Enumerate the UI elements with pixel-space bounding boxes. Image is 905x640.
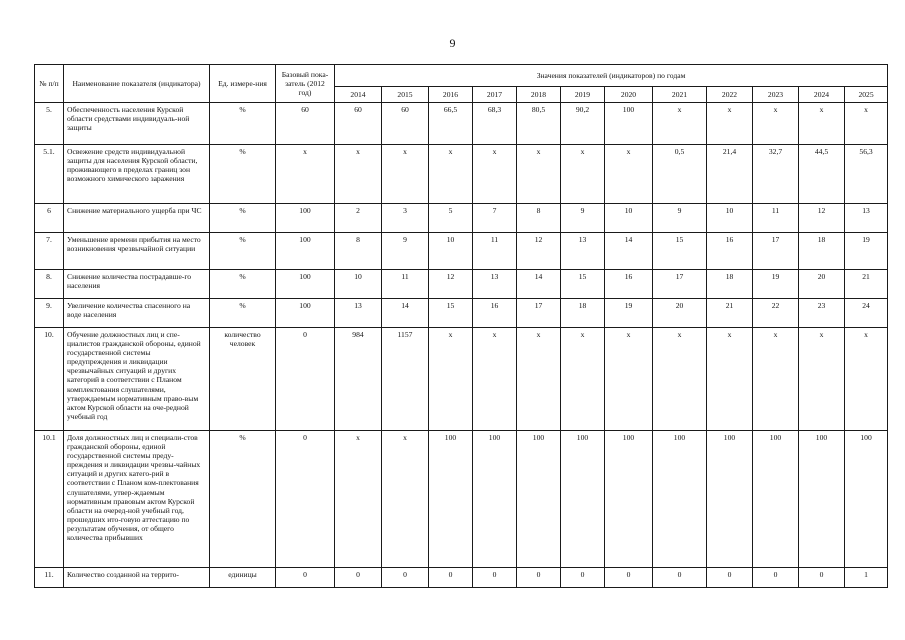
year-value-cell: 0 xyxy=(707,568,753,588)
year-value-cell: х xyxy=(799,103,845,145)
year-value-cell: х xyxy=(845,328,888,431)
year-value-cell: 10 xyxy=(335,270,382,299)
header-name: Наименование показателя (индикатора) xyxy=(64,65,210,103)
year-value-cell: 11 xyxy=(382,270,429,299)
unit-cell: % xyxy=(210,299,276,328)
indicator-name: Количество созданной на террито- xyxy=(64,568,210,588)
row-number: 6 xyxy=(35,204,64,233)
header-year: 2024 xyxy=(799,87,845,103)
row-number: 8. xyxy=(35,270,64,299)
table-header xyxy=(35,65,888,103)
year-value-cell: 13 xyxy=(561,233,605,270)
year-value-cell: 17 xyxy=(517,299,561,328)
year-value-cell: х xyxy=(561,328,605,431)
header-year: 2021 xyxy=(653,87,707,103)
year-value-cell: х xyxy=(653,103,707,145)
year-value-cell: 10 xyxy=(429,233,473,270)
year-value-cell: 11 xyxy=(753,204,799,233)
year-value-cell: 10 xyxy=(605,204,653,233)
year-value-cell: 19 xyxy=(753,270,799,299)
year-value-cell: 100 xyxy=(429,431,473,568)
year-value-cell: х xyxy=(707,328,753,431)
year-value-cell: 3 xyxy=(382,204,429,233)
base-value-cell: 0 xyxy=(276,431,335,568)
year-value-cell: 12 xyxy=(429,270,473,299)
year-value-cell: 19 xyxy=(605,299,653,328)
year-value-cell: 68,3 xyxy=(473,103,517,145)
header-year: 2015 xyxy=(382,87,429,103)
header-base: Базовый пока-затель (2012 год) xyxy=(276,65,335,103)
year-value-cell: х xyxy=(561,145,605,204)
year-value-cell: 12 xyxy=(517,233,561,270)
year-value-cell: 1157 xyxy=(382,328,429,431)
row-number: 11. xyxy=(35,568,64,588)
year-value-cell: 12 xyxy=(799,204,845,233)
year-value-cell: 14 xyxy=(517,270,561,299)
year-value-cell: 21,4 xyxy=(707,145,753,204)
year-value-cell: 0 xyxy=(382,568,429,588)
table-row xyxy=(35,204,888,233)
table-row xyxy=(35,431,888,568)
year-value-cell: 15 xyxy=(429,299,473,328)
year-value-cell: 100 xyxy=(753,431,799,568)
year-value-cell: х xyxy=(473,328,517,431)
year-value-cell: 14 xyxy=(605,233,653,270)
unit-cell: % xyxy=(210,204,276,233)
year-value-cell: 16 xyxy=(473,299,517,328)
unit-cell: % xyxy=(210,103,276,145)
year-value-cell: х xyxy=(335,431,382,568)
table-row xyxy=(35,145,888,204)
unit-cell: % xyxy=(210,233,276,270)
header-values: Значения показателей (индикаторов) по годам xyxy=(335,65,888,87)
table-row xyxy=(35,103,888,145)
year-value-cell: 19 xyxy=(845,233,888,270)
year-value-cell: 2 xyxy=(335,204,382,233)
year-value-cell: 0 xyxy=(653,568,707,588)
indicator-name: Доля должностных лиц и специали-стов гражданской обороны, единой государственной системы преду-преждения и ликвидации чрезвы-чайных ситуаций и других катего-рий в соответствии с Планом ком-плектования слушателями, утвер-ждаемым нормативным правовым актом Курской области на очеред-ной учебный год, прошедших ито-говую аттестацию по результатам обучения, от общего количества прибывших xyxy=(64,431,210,568)
year-value-cell: 100 xyxy=(605,431,653,568)
year-value-cell: 0 xyxy=(799,568,845,588)
year-value-cell: 0 xyxy=(335,568,382,588)
year-value-cell: х xyxy=(429,145,473,204)
year-value-cell: х xyxy=(382,145,429,204)
year-value-cell: х xyxy=(653,328,707,431)
unit-cell: % xyxy=(210,431,276,568)
base-value-cell: 100 xyxy=(276,204,335,233)
base-value-cell: 100 xyxy=(276,233,335,270)
year-value-cell: 56,3 xyxy=(845,145,888,204)
year-value-cell: 9 xyxy=(653,204,707,233)
header-year: 2014 xyxy=(335,87,382,103)
year-value-cell: х xyxy=(799,328,845,431)
year-value-cell: 0 xyxy=(753,568,799,588)
year-value-cell: 24 xyxy=(845,299,888,328)
indicators-table xyxy=(34,64,888,588)
row-number: 10. xyxy=(35,328,64,431)
year-value-cell: х xyxy=(335,145,382,204)
header-year: 2019 xyxy=(561,87,605,103)
year-value-cell: 80,5 xyxy=(517,103,561,145)
year-value-cell: 984 xyxy=(335,328,382,431)
header-year: 2022 xyxy=(707,87,753,103)
year-value-cell: 15 xyxy=(653,233,707,270)
year-value-cell: 13 xyxy=(845,204,888,233)
header-year: 2017 xyxy=(473,87,517,103)
unit-cell: % xyxy=(210,145,276,204)
table-row xyxy=(35,328,888,431)
indicator-name: Снижение количества пострадавше-го населения xyxy=(64,270,210,299)
year-value-cell: 0 xyxy=(473,568,517,588)
year-value-cell: 8 xyxy=(335,233,382,270)
base-value-cell: х xyxy=(276,145,335,204)
year-value-cell: 18 xyxy=(707,270,753,299)
year-value-cell: 100 xyxy=(845,431,888,568)
year-value-cell: 7 xyxy=(473,204,517,233)
unit-cell: количество человек xyxy=(210,328,276,431)
year-value-cell: 21 xyxy=(707,299,753,328)
year-value-cell: 100 xyxy=(707,431,753,568)
unit-cell: % xyxy=(210,270,276,299)
year-value-cell: 0,5 xyxy=(653,145,707,204)
year-value-cell: 100 xyxy=(473,431,517,568)
year-value-cell: 1 xyxy=(845,568,888,588)
year-value-cell: 11 xyxy=(473,233,517,270)
year-value-cell: 18 xyxy=(799,233,845,270)
year-value-cell: 15 xyxy=(561,270,605,299)
year-value-cell: 100 xyxy=(653,431,707,568)
base-value-cell: 0 xyxy=(276,328,335,431)
page-number: 9 xyxy=(449,36,456,50)
row-number: 5. xyxy=(35,103,64,145)
unit-cell: единицы xyxy=(210,568,276,588)
table-row xyxy=(35,299,888,328)
year-value-cell: 13 xyxy=(473,270,517,299)
year-value-cell: 22 xyxy=(753,299,799,328)
indicator-name: Уменьшение времени прибытия на место возникновения чрезвычайной ситуации xyxy=(64,233,210,270)
indicator-name: Обеспеченность населения Курской области средствами индивидуаль-ной защиты xyxy=(64,103,210,145)
year-value-cell: 100 xyxy=(799,431,845,568)
year-value-cell: 60 xyxy=(335,103,382,145)
year-value-cell: х xyxy=(517,145,561,204)
year-value-cell: 0 xyxy=(517,568,561,588)
row-number: 7. xyxy=(35,233,64,270)
year-value-cell: 44,5 xyxy=(799,145,845,204)
indicator-name: Освежение средств индивидуальной защиты для населения Курской области, проживающего в пределах границ зон возможного химического заражения xyxy=(64,145,210,204)
year-value-cell: х xyxy=(707,103,753,145)
year-value-cell: 16 xyxy=(605,270,653,299)
year-value-cell: х xyxy=(753,328,799,431)
year-value-cell: 16 xyxy=(707,233,753,270)
year-value-cell: 21 xyxy=(845,270,888,299)
header-row xyxy=(35,65,888,87)
base-value-cell: 60 xyxy=(276,103,335,145)
year-value-cell: х xyxy=(382,431,429,568)
base-value-cell: 0 xyxy=(276,568,335,588)
year-value-cell: 23 xyxy=(799,299,845,328)
header-year: 2023 xyxy=(753,87,799,103)
indicator-name: Обучение должностных лиц и спе-циалистов гражданской обороны, единой государственной системы предупреждения и ликвидации чрезвычайных ситуаций и других категорий в соответствии с Планом комплектования слушателями, утверждаемым нормативным право-вым актом Курской области на оче-редной учебный год xyxy=(64,328,210,431)
year-value-cell: х xyxy=(845,103,888,145)
year-value-cell: 100 xyxy=(605,103,653,145)
year-value-cell: 14 xyxy=(382,299,429,328)
year-value-cell: 8 xyxy=(517,204,561,233)
row-number: 9. xyxy=(35,299,64,328)
year-value-cell: х xyxy=(753,103,799,145)
year-value-cell: 100 xyxy=(561,431,605,568)
year-value-cell: 10 xyxy=(707,204,753,233)
year-value-cell: 9 xyxy=(382,233,429,270)
year-value-cell: 60 xyxy=(382,103,429,145)
year-value-cell: 100 xyxy=(517,431,561,568)
table-body xyxy=(35,103,888,588)
year-value-cell: 0 xyxy=(605,568,653,588)
year-value-cell: х xyxy=(429,328,473,431)
year-value-cell: 20 xyxy=(653,299,707,328)
indicator-name: Снижение материального ущерба при ЧС xyxy=(64,204,210,233)
header-year: 2016 xyxy=(429,87,473,103)
row-number: 10.1 xyxy=(35,431,64,568)
header-year: 2025 xyxy=(845,87,888,103)
year-value-cell: 5 xyxy=(429,204,473,233)
year-value-cell: 90,2 xyxy=(561,103,605,145)
indicator-name: Увеличение количества спасенного на воде населения xyxy=(64,299,210,328)
table-row xyxy=(35,270,888,299)
year-value-cell: 0 xyxy=(429,568,473,588)
year-value-cell: х xyxy=(605,145,653,204)
header-num: № п/п xyxy=(35,65,64,103)
header-year: 2020 xyxy=(605,87,653,103)
table-row xyxy=(35,568,888,588)
year-value-cell: 32,7 xyxy=(753,145,799,204)
year-value-cell: 66,5 xyxy=(429,103,473,145)
year-value-cell: 9 xyxy=(561,204,605,233)
year-value-cell: х xyxy=(605,328,653,431)
year-value-cell: 0 xyxy=(561,568,605,588)
header-year: 2018 xyxy=(517,87,561,103)
table-row xyxy=(35,233,888,270)
year-value-cell: 20 xyxy=(799,270,845,299)
year-value-cell: 17 xyxy=(653,270,707,299)
row-number: 5.1. xyxy=(35,145,64,204)
base-value-cell: 100 xyxy=(276,299,335,328)
base-value-cell: 100 xyxy=(276,270,335,299)
year-value-cell: 17 xyxy=(753,233,799,270)
year-value-cell: 13 xyxy=(335,299,382,328)
year-value-cell: 18 xyxy=(561,299,605,328)
year-value-cell: х xyxy=(473,145,517,204)
header-unit: Ед. измере-ния xyxy=(210,65,276,103)
year-value-cell: х xyxy=(517,328,561,431)
